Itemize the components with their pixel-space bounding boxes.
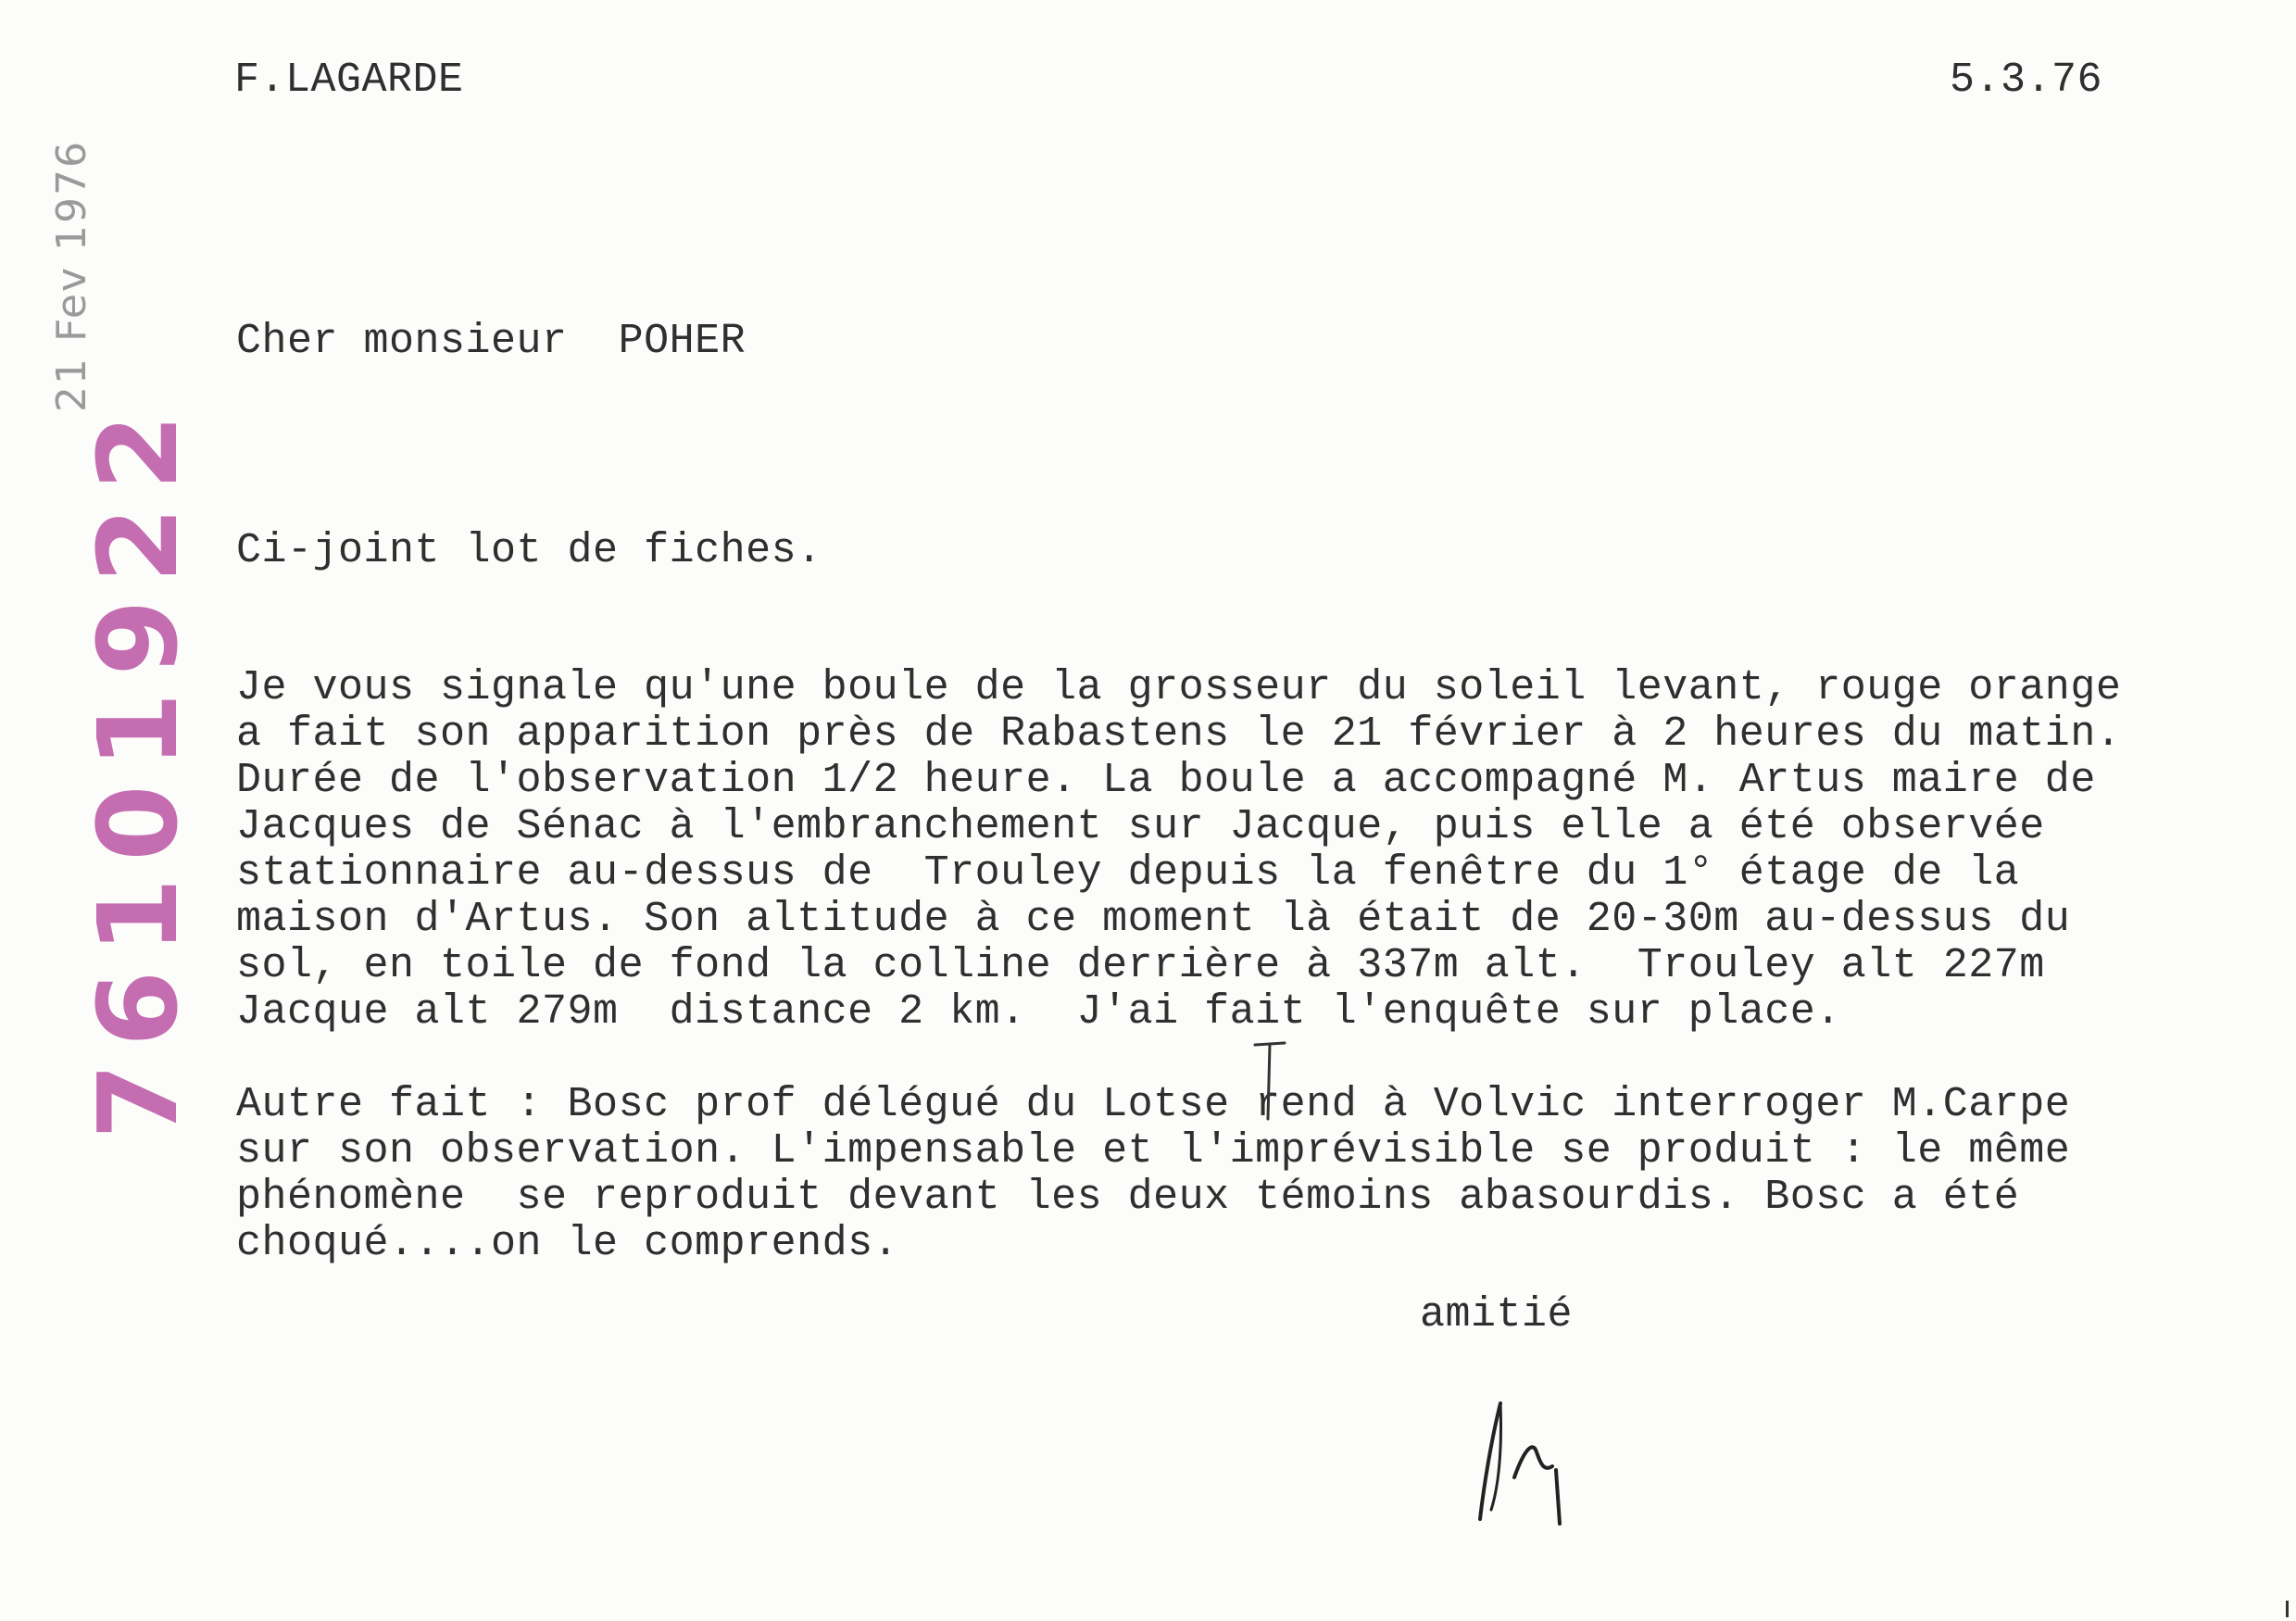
paragraph-observation: Je vous signale qu'une boule de la grosseur du soleil levant, rouge orange a fait son apparition près de Rabastens le 21 février à 2 heures du matin. Durée de l'observation 1/2 heure. La boule a accompagné M. Artus maire de Jacques de Sénac à l'embranchement sur Jacque, puis elle a été observée stationnaire au-dessus de Trouley depuis la fenêtre du 1° étage de la maison d'Artus. Son altitude à ce moment là était de 20-30m au-dessus du sol, en toile de fond la colline derrière à 337m alt. Trouley alt 227m Jacque alt 279m distance 2 km. J'ai fait l'enquête sur place. (236, 664, 2122, 1036)
handwritten-correction-mark (1246, 1037, 1292, 1125)
paragraph-other-fact: Autre fait : Bosc prof délégué du Lotse rend à Volvic interroger M.Carpe sur son observation. L'impensable et l'imprévisible se produit : le même phénomène se reproduit devant les deux témoins abasourdis. Bosc a été choqué....on le comprends. (236, 1081, 2071, 1267)
sender-name: F.LAGARDE (234, 57, 464, 104)
closing-word: amitié (1420, 1291, 1574, 1338)
salutation: Cher monsieur POHER (236, 318, 747, 365)
received-date-stamp: 21 Fev 1976 (48, 140, 95, 412)
letter-date: 5.3.76 (1950, 57, 2103, 104)
intro-line: Ci-joint lot de fiches. (236, 527, 822, 574)
reference-number-stamp: 76101922 (74, 397, 202, 1139)
edge-mark (2286, 1601, 2289, 1617)
handwritten-signature (1463, 1348, 1584, 1533)
